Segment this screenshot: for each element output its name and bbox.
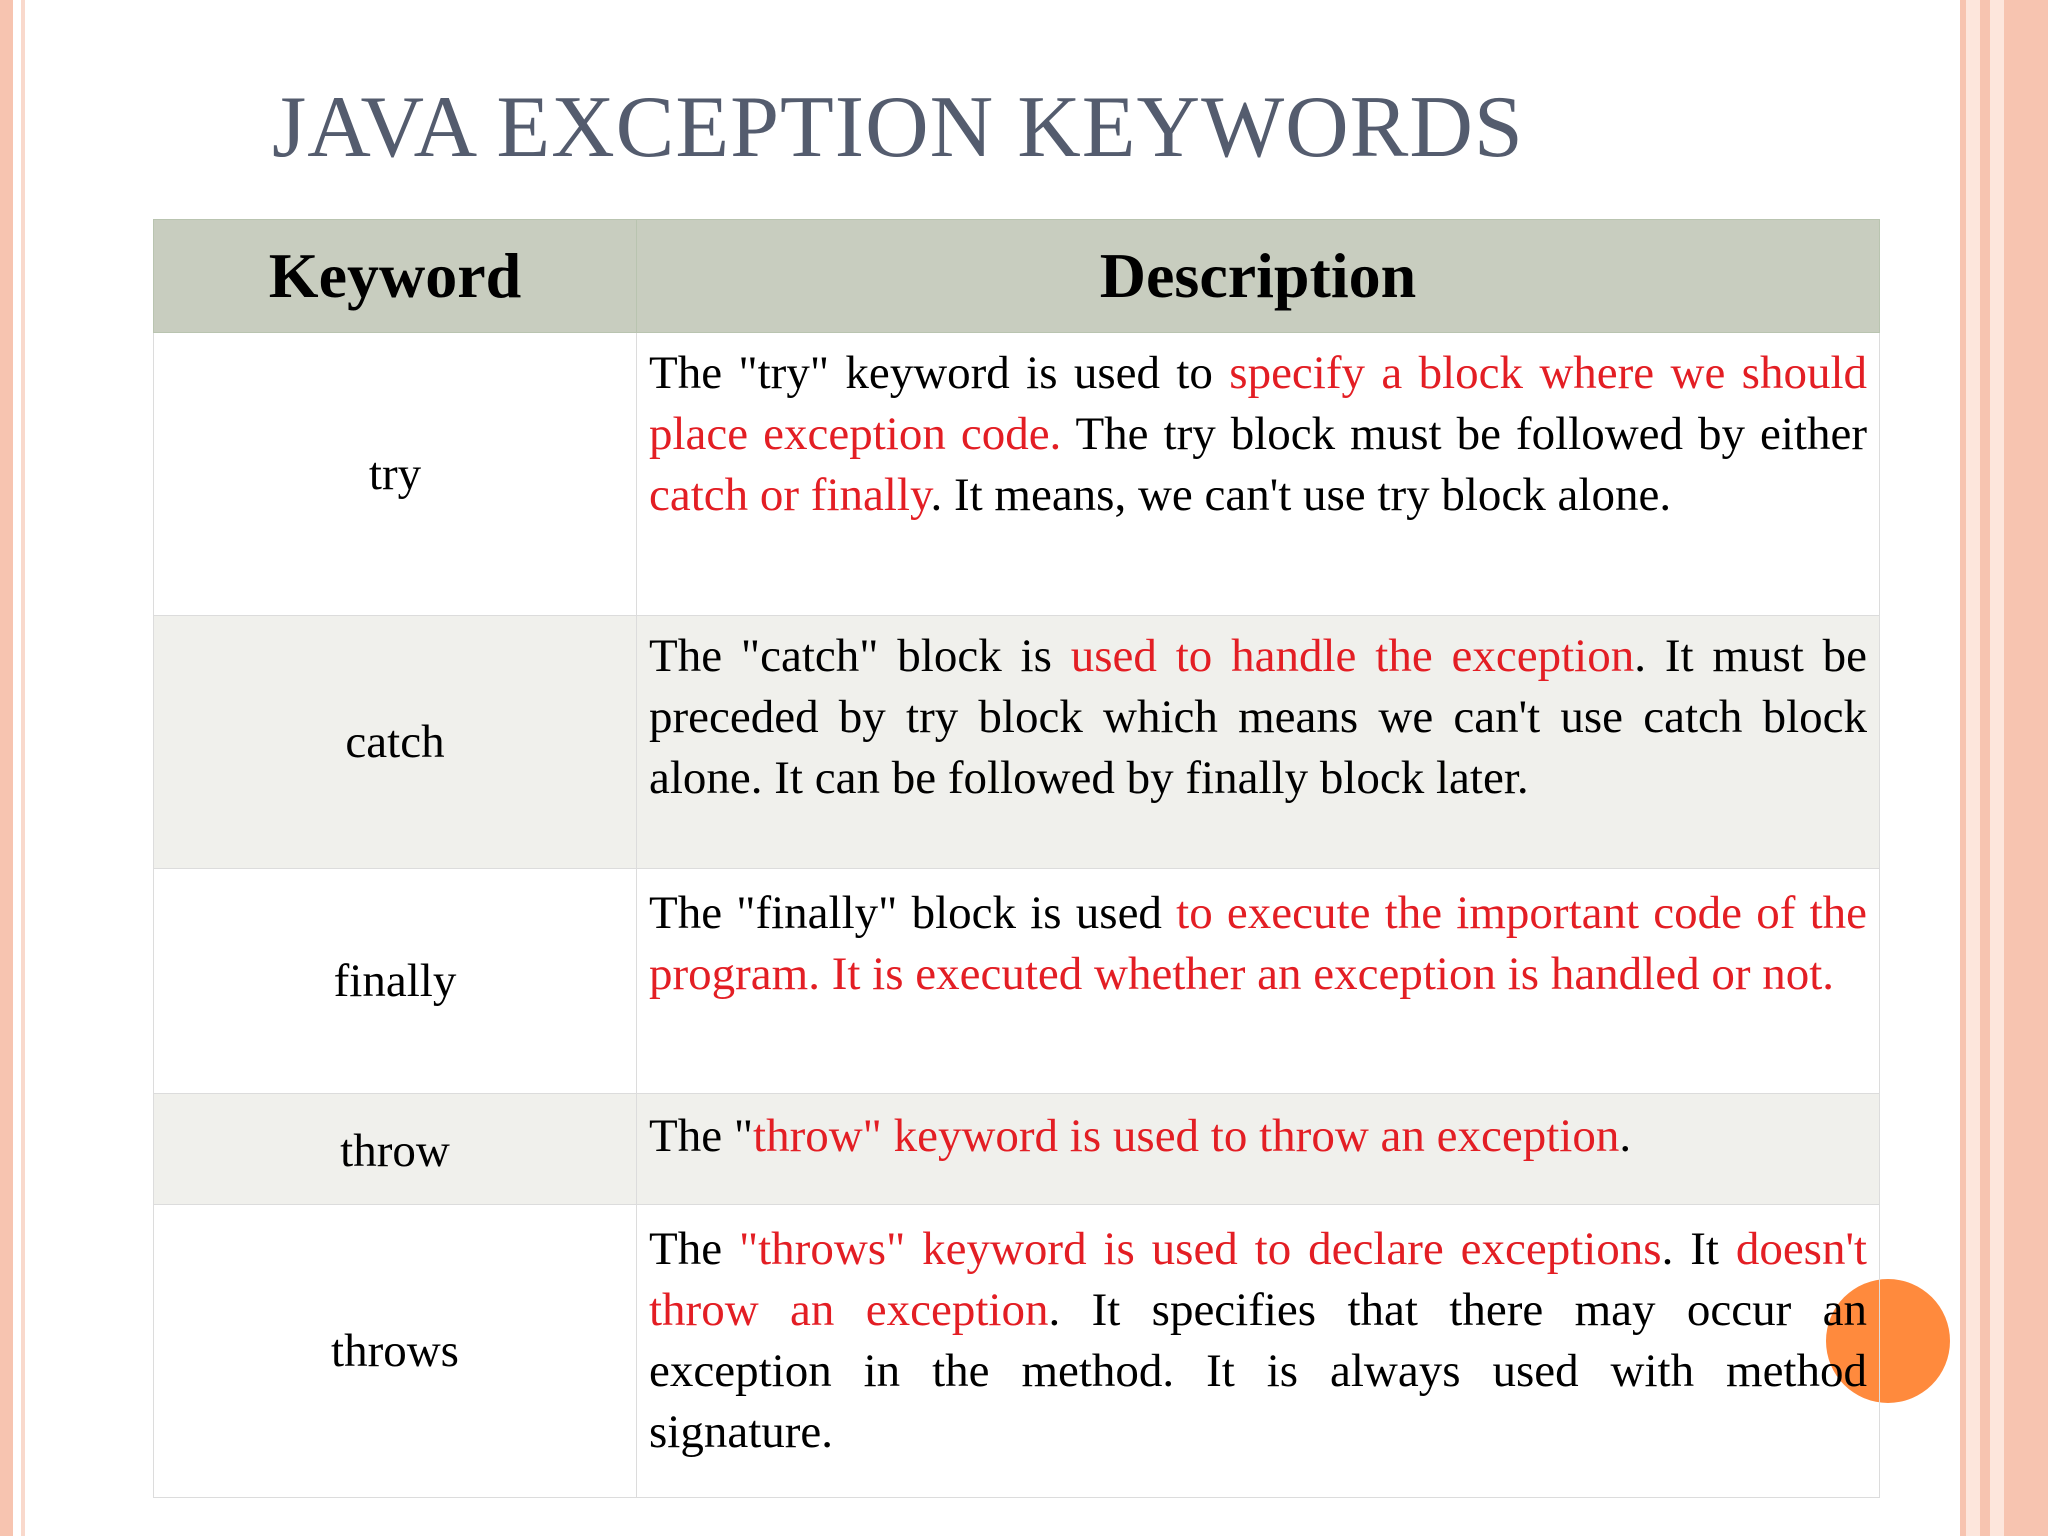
description-cell (637, 1094, 1880, 1205)
desc-text: The "finally" block is used (649, 887, 1177, 939)
right-border-stripe-5 (2004, 0, 2048, 1536)
header-keyword: Keyword (154, 220, 637, 333)
desc-text: . It specifies that there may occur an exception in the method. It is always used with method signature. (649, 1284, 1867, 1458)
desc-text: The try block must be followed by either (1061, 408, 1867, 460)
desc-highlight: doesn't throw an exception (649, 1223, 1867, 1336)
table-header-row (154, 220, 1880, 333)
desc-highlight: used to handle the exception (1070, 630, 1635, 682)
table-row (154, 869, 1880, 1094)
right-border-stripe-2 (1966, 0, 1980, 1536)
description-cell (637, 333, 1880, 616)
desc-highlight: specify a block where we should place exception code. (649, 347, 1868, 460)
desc-text: . It must be preceded by try block which means we can't use catch block alone. It can be followed by finally block later. (649, 630, 1867, 804)
desc-text: . (1619, 1110, 1632, 1162)
description-cell (637, 1205, 1880, 1498)
desc-text: . It (1661, 1223, 1736, 1275)
desc-text: The (649, 1223, 739, 1275)
table-row (154, 1205, 1880, 1498)
keyword-cell: catch (154, 616, 637, 869)
desc-highlight: to execute the important code of the program. It is executed whether an exception is handled or not. (649, 887, 1868, 1000)
desc-text: . It means, we can't use try block alone. (930, 469, 1672, 521)
left-border-stripe (0, 0, 13, 1536)
left-border-thin-stripe (21, 0, 25, 1536)
right-border-stripe-4 (1990, 0, 2004, 1536)
keyword-cell: try (154, 333, 637, 616)
table-row (154, 616, 1880, 869)
desc-highlight: catch or finally (649, 469, 931, 521)
keyword-cell: finally (154, 869, 637, 1094)
desc-text: The " (649, 1110, 754, 1162)
desc-highlight: "throws" keyword is used to declare exceptions (738, 1223, 1662, 1275)
desc-highlight: throw" keyword is used to throw an exception (753, 1110, 1620, 1162)
header-description: Description (637, 220, 1880, 333)
keyword-cell: throw (154, 1094, 637, 1205)
slide-title: JAVA EXCEPTION KEYWORDS (272, 79, 1524, 176)
description-cell (637, 869, 1880, 1094)
desc-text: The "catch" block is (649, 630, 1071, 682)
right-border-stripe-3 (1980, 0, 1990, 1536)
table-row (154, 333, 1880, 616)
keyword-cell: throws (154, 1205, 637, 1498)
table-row (154, 1094, 1880, 1205)
description-cell (637, 616, 1880, 869)
keywords-table (153, 219, 1880, 1498)
desc-text: The "try" keyword is used to (649, 347, 1230, 399)
